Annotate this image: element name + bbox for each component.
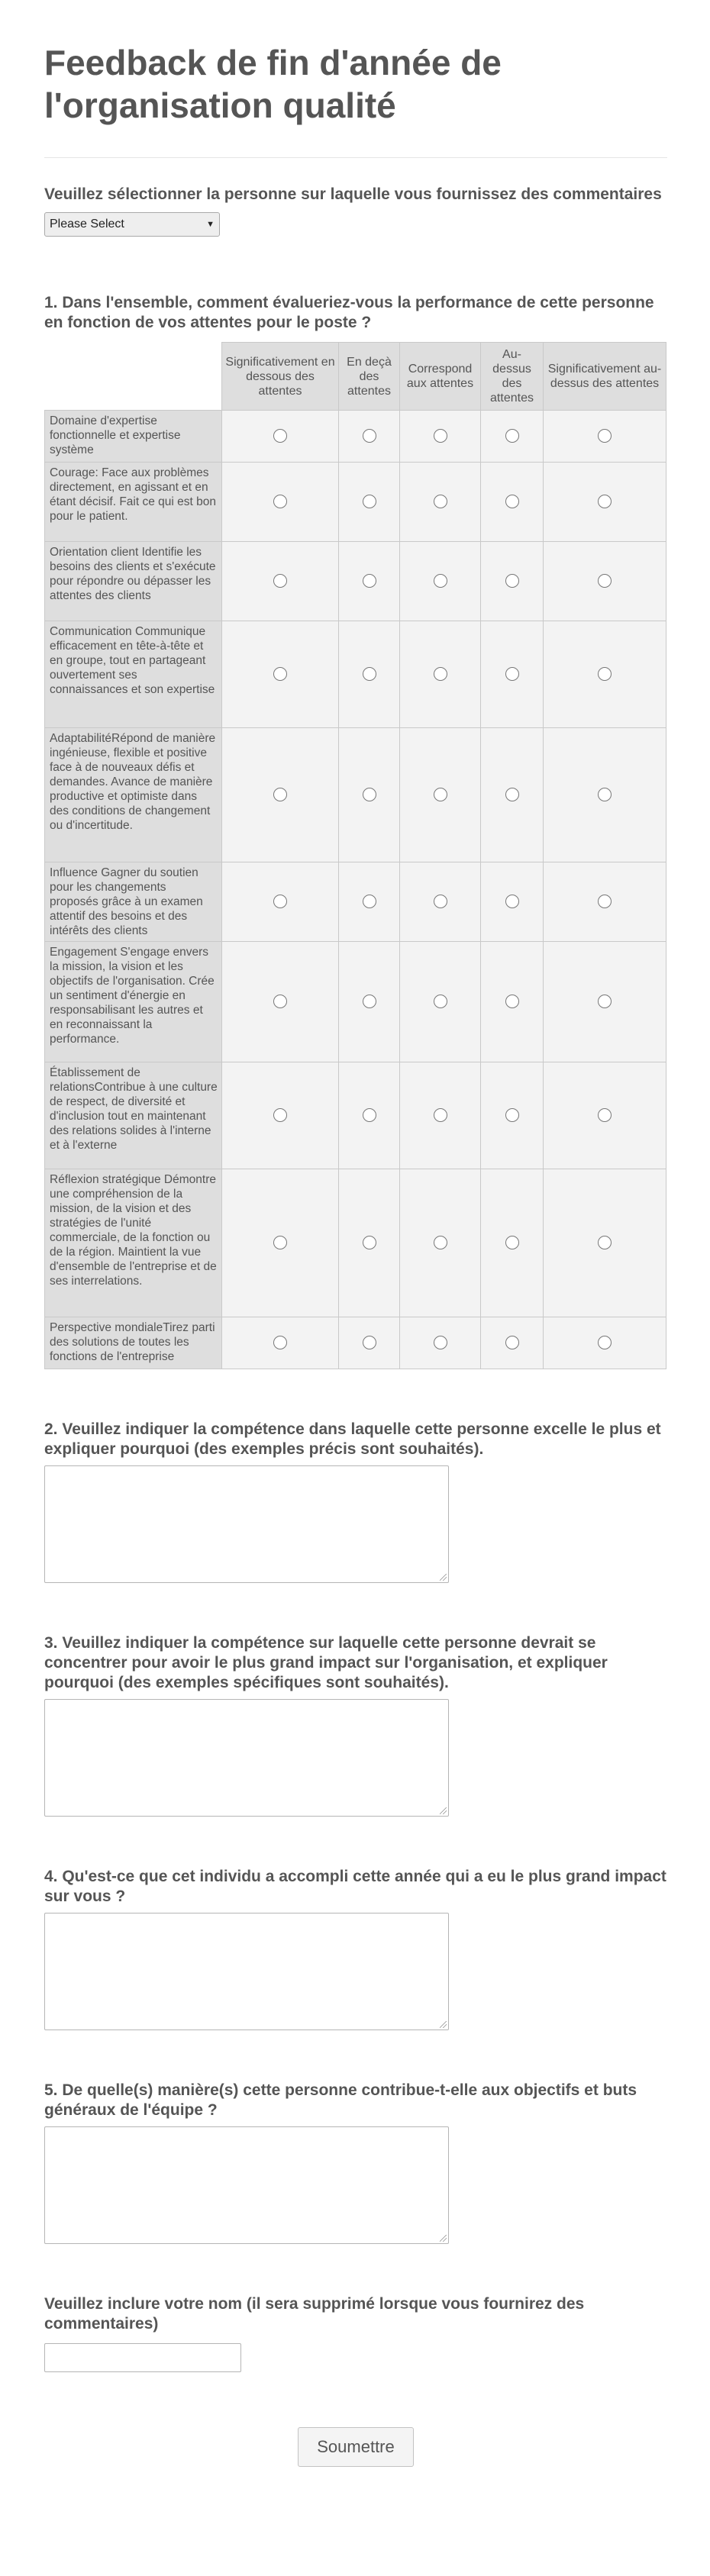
matrix-row [45, 728, 666, 862]
matrix-cell [339, 463, 400, 542]
matrix-row [45, 942, 666, 1062]
resize-handle-icon[interactable] [440, 1807, 447, 1814]
rating-radio[interactable] [273, 1108, 287, 1122]
matrix-row-label: Communication Communique efficacement en tête-à-tête et en groupe, tout en partageant ouvertement ses connaissances et son expertise [45, 621, 222, 728]
matrix-cell [544, 463, 666, 542]
matrix-row-label: Engagement S'engage envers la mission, la vision et les objectifs de l'organisation. Crée un sentiment d'énergie en responsabilisant les autres et en reconnaissant la performance. [45, 942, 222, 1062]
matrix-cell [544, 621, 666, 728]
rating-radio[interactable] [505, 995, 519, 1008]
rating-radio[interactable] [363, 1108, 376, 1122]
rating-radio[interactable] [363, 895, 376, 908]
q1-label: 1. Dans l'ensemble, comment évalueriez-vous la performance de cette personne en fonction de vos attentes pour le poste ? [44, 294, 654, 331]
matrix-row [45, 463, 666, 542]
matrix-cell [481, 862, 544, 942]
person-select-label: Veuillez sélectionner la personne sur laquelle vous fournissez des commentaires [44, 185, 662, 203]
matrix-cell [544, 1317, 666, 1369]
q2-label: 2. Veuillez indiquer la compétence dans laquelle cette personne excelle le plus et expliquer pourquoi (des exemples précis sont souhaités). [44, 1420, 661, 1458]
q4-label: 4. Qu'est-ce que cet individu a accompli cette année qui a eu le plus grand impact sur vous ? [44, 1868, 666, 1905]
matrix-cell [544, 1062, 666, 1169]
rating-radio[interactable] [505, 1236, 519, 1249]
rating-radio[interactable] [273, 895, 287, 908]
rating-radio[interactable] [363, 1236, 376, 1249]
matrix-cell [339, 411, 400, 463]
rating-radio[interactable] [598, 995, 612, 1008]
matrix-cell [222, 728, 339, 862]
title-divider [44, 157, 667, 158]
rating-radio[interactable] [505, 495, 519, 508]
matrix-cell [339, 621, 400, 728]
matrix-cell [339, 1062, 400, 1169]
rating-radio[interactable] [434, 995, 447, 1008]
rating-radio[interactable] [598, 667, 612, 681]
rating-radio[interactable] [434, 1108, 447, 1122]
matrix-cell [481, 411, 544, 463]
matrix-cell [222, 1317, 339, 1369]
rating-radio[interactable] [505, 667, 519, 681]
rating-radio[interactable] [273, 788, 287, 801]
matrix-row-label: AdaptabilitéRépond de manière ingénieuse, flexible et positive face à de nouveaux défis et demandes. Avance de manière productive et optimiste dans des conditions de changement ou d'incertitude. [45, 728, 222, 862]
matrix-cell [222, 542, 339, 621]
rating-radio[interactable] [273, 667, 287, 681]
matrix-row-label: Réflexion stratégique Démontre une compréhension de la mission, de la vision et des stratégies de l'unité commerciale, de la fonction ou de la région. Maintient la vue d'ensemble de l'entreprise et de ses interrelations. [45, 1169, 222, 1317]
matrix-cell [400, 1062, 481, 1169]
matrix-row-label: Courage: Face aux problèmes directement, en agissant et en étant décisif. Fait ce qui est bon pour le patient. [45, 463, 222, 542]
matrix-cell [400, 621, 481, 728]
q3-textarea[interactable] [44, 1699, 449, 1817]
rating-radio[interactable] [273, 995, 287, 1008]
rating-radio[interactable] [505, 1336, 519, 1349]
matrix-row [45, 1062, 666, 1169]
rating-matrix [44, 342, 666, 1369]
rating-radio[interactable] [598, 574, 612, 588]
rating-radio[interactable] [363, 667, 376, 681]
resize-handle-icon[interactable] [440, 2021, 447, 2028]
rating-radio[interactable] [434, 895, 447, 908]
matrix-cell [339, 1317, 400, 1369]
matrix-column-header: Correspond aux attentes [400, 343, 481, 411]
resize-handle-icon[interactable] [440, 2235, 447, 2242]
person-select-value: Please Select [50, 218, 124, 231]
rating-radio[interactable] [505, 895, 519, 908]
matrix-cell [339, 728, 400, 862]
matrix-row-label: Perspective mondialeTirez parti des solutions de toutes les fonctions de l'entreprise [45, 1317, 222, 1369]
matrix-cell [544, 411, 666, 463]
rating-radio[interactable] [598, 1236, 612, 1249]
submit-button[interactable]: Soumettre [298, 2427, 414, 2467]
matrix-cell [400, 862, 481, 942]
rating-radio[interactable] [363, 788, 376, 801]
matrix-row [45, 621, 666, 728]
matrix-cell [481, 463, 544, 542]
matrix-cell [339, 862, 400, 942]
q2-textarea[interactable] [44, 1465, 449, 1583]
matrix-cell [400, 411, 481, 463]
matrix-cell [222, 942, 339, 1062]
matrix-cell [222, 1062, 339, 1169]
resize-handle-icon[interactable] [440, 1574, 447, 1581]
rating-radio[interactable] [434, 788, 447, 801]
matrix-column-header: Significativement en dessous des attentes [222, 343, 339, 411]
matrix-cell [481, 1169, 544, 1317]
rating-radio[interactable] [598, 895, 612, 908]
matrix-cell [222, 411, 339, 463]
rating-radio[interactable] [273, 495, 287, 508]
q5-label: 5. De quelle(s) manière(s) cette personne contribue-t-elle aux objectifs et buts généraux de l'équipe ? [44, 2081, 637, 2119]
matrix-row-label: Influence Gagner du soutien pour les changements proposés grâce à un examen attentif des besoins et des intérêts des clients [45, 862, 222, 942]
matrix-cell [222, 862, 339, 942]
rating-radio[interactable] [505, 1108, 519, 1122]
rating-radio[interactable] [598, 1336, 612, 1349]
matrix-row [45, 1317, 666, 1369]
matrix-cell [481, 1317, 544, 1369]
rating-radio[interactable] [363, 574, 376, 588]
rating-radio[interactable] [363, 1336, 376, 1349]
matrix-cell [544, 1169, 666, 1317]
matrix-column-header: Au-dessus des attentes [481, 343, 544, 411]
matrix-cell [481, 728, 544, 862]
matrix-row-label: Domaine d'expertise fonctionnelle et expertise système [45, 411, 222, 463]
rating-radio[interactable] [505, 574, 519, 588]
matrix-row [45, 542, 666, 621]
matrix-cell [339, 1169, 400, 1317]
matrix-cell [400, 542, 481, 621]
person-select-dropdown[interactable] [44, 212, 220, 237]
matrix-cell [400, 728, 481, 862]
matrix-cell [544, 542, 666, 621]
rating-radio[interactable] [273, 429, 287, 443]
matrix-column-header: Significativement au-dessus des attentes [544, 343, 666, 411]
rating-radio[interactable] [598, 1108, 612, 1122]
matrix-cell [222, 621, 339, 728]
q4-textarea[interactable] [44, 1913, 449, 2030]
q3-label: 3. Veuillez indiquer la compétence sur laquelle cette personne devrait se concentrer pour avoir le plus grand impact sur l'organisation, et expliquer pourquoi (des exemples spécifiques sont souhaités). [44, 1634, 608, 1691]
rating-radio[interactable] [505, 788, 519, 801]
matrix-cell [222, 1169, 339, 1317]
rating-radio[interactable] [363, 995, 376, 1008]
matrix-cell [544, 942, 666, 1062]
matrix-cell [222, 463, 339, 542]
q5-textarea[interactable] [44, 2126, 449, 2244]
matrix-cell [481, 542, 544, 621]
matrix-cell [400, 463, 481, 542]
matrix-cell [481, 1062, 544, 1169]
matrix-row-label: Établissement de relationsContribue à une culture de respect, de diversité et d'inclusion tout en maintenant des relations solides à l'interne et à l'externe [45, 1062, 222, 1169]
matrix-cell [400, 1169, 481, 1317]
rating-radio[interactable] [434, 1236, 447, 1249]
rating-radio[interactable] [505, 429, 519, 443]
rating-radio[interactable] [434, 667, 447, 681]
matrix-row [45, 1169, 666, 1317]
rating-radio[interactable] [434, 429, 447, 443]
matrix-cell [481, 942, 544, 1062]
rating-radio[interactable] [598, 429, 612, 443]
matrix-cell [339, 942, 400, 1062]
rating-radio[interactable] [598, 788, 612, 801]
form-title: Feedback de fin d'année de l'organisation qualité [44, 43, 502, 125]
matrix-cell [481, 621, 544, 728]
rating-radio[interactable] [363, 429, 376, 443]
rating-radio[interactable] [273, 1336, 287, 1349]
rating-radio[interactable] [363, 495, 376, 508]
rating-radio[interactable] [434, 495, 447, 508]
matrix-row-label: Orientation client Identifie les besoins des clients et s'exécute pour répondre ou dépasser les attentes des clients [45, 542, 222, 621]
matrix-row [45, 862, 666, 942]
name-field-label: Veuillez inclure votre nom (il sera supprimé lorsque vous fournirez des commentaires) [44, 2295, 585, 2333]
chevron-down-icon: ▼ [206, 220, 215, 229]
matrix-column-header: En deçà des attentes [339, 343, 400, 411]
rating-radio[interactable] [273, 1236, 287, 1249]
matrix-cell [544, 862, 666, 942]
name-input[interactable] [44, 2343, 241, 2372]
matrix-cell [339, 542, 400, 621]
matrix-row [45, 411, 666, 463]
rating-radio[interactable] [434, 574, 447, 588]
matrix-cell [400, 942, 481, 1062]
rating-radio[interactable] [598, 495, 612, 508]
matrix-cell [400, 1317, 481, 1369]
matrix-cell [544, 728, 666, 862]
matrix-corner [45, 343, 222, 411]
rating-radio[interactable] [273, 574, 287, 588]
submit-area [44, 2427, 667, 2467]
feedback-form [44, 0, 667, 2467]
rating-radio[interactable] [434, 1336, 447, 1349]
